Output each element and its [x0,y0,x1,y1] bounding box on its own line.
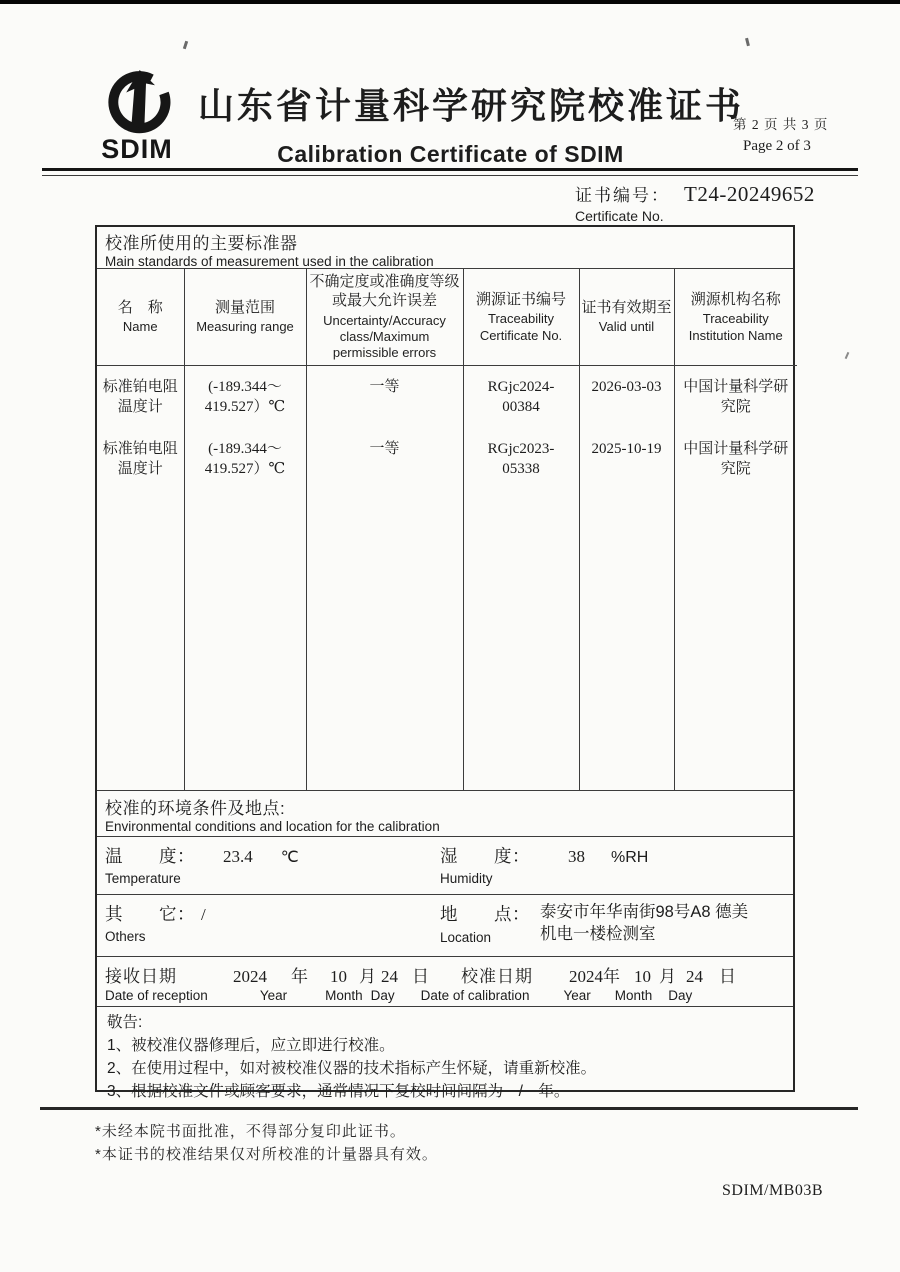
notice-title: 敬告: [107,1014,143,1031]
col-header-traceability-no [463,269,579,365]
calibration-label-cn: 校准日期 [461,967,533,986]
standards-section-header [97,227,793,269]
cell-traceability-no [463,365,579,790]
footnotes [95,1120,438,1167]
location-value: 泰安市年华南街98号A8 德美机电一楼检测室 [540,903,749,944]
scan-artifact [745,38,750,46]
dates-row [97,957,793,1007]
location-group [440,901,752,945]
header-rule-thin [42,175,858,176]
main-table [95,225,795,1100]
scan-artifact [183,41,188,50]
standards-title-en: Main standards of measurement used in the calibration [105,254,434,269]
col-header-name-cn: 名 称 [117,298,163,316]
page-number-block [733,113,863,155]
month-label-en: Month [614,988,653,1003]
col-header-valid-until [579,269,674,365]
reception-day: 24 [381,967,398,986]
notice-item-1: 1、被校准仪器修理后，应立即进行校准。 [107,1036,395,1054]
col-header-uncertainty [306,269,463,365]
page-number-cn: 第 2 页 共 3 页 [733,117,829,132]
logo-text: SDIM [101,134,173,164]
humidity-value: 38 [568,847,585,866]
others-label-en: Others [105,929,146,944]
certificate-number-label-cn: 证书编号： [575,186,670,205]
footer-rule [40,1107,858,1110]
cell-institution [674,365,797,790]
cell-valid-until [579,365,674,790]
cell-uncertainty [306,365,463,790]
year-char: 年 [603,967,620,986]
location-label-cn: 地 点： [440,904,530,924]
month-label-en: Month [325,988,363,1003]
certificate-number-block [575,181,815,224]
temperature-group [105,843,299,886]
col-header-traceability-no-cn: 溯源证书编号 [475,290,566,308]
others-location-row [97,895,793,957]
notice-block [97,1007,793,1104]
certificate-number-value: T24-20249652 [684,182,815,206]
standard-2-valid-until: 2025-10-19 [591,440,662,457]
col-header-uncertainty-en: Uncertainty/Accuracy class/Maximum permissible errors [323,312,446,361]
standard-2-cert-no: RGjc2023-05338 [487,440,555,477]
standard-2-name: 标准铂电阻温度计 [102,439,178,477]
title-chinese: 山东省计量科学研究院校准证书 [198,86,745,126]
environment-section-header [97,790,793,837]
notice-item-2: 2、在使用过程中，如对被校准仪器的技术指标产生怀疑，请重新校准。 [107,1059,597,1077]
reception-month: 10 [330,967,347,986]
col-header-traceability-no-en: Traceability Certificate No. [479,311,563,343]
standard-1-institution: 中国计量科学研究院 [683,377,789,415]
footnote-1: *未经本院书面批准，不得部分复印此证书。 [95,1123,406,1140]
title-english: Calibration Certificate of SDIM [277,141,624,167]
col-header-name [97,269,184,365]
month-char: 月 [359,967,376,986]
year-label-en: Year [563,988,591,1003]
location-label-en: Location [440,929,492,945]
col-header-range-cn: 测量范围 [214,298,275,316]
year-label-en: Year [259,988,288,1003]
col-header-range-en: Measuring range [196,319,294,335]
others-value: / [201,905,206,924]
header-rule-thick [42,168,858,171]
temperature-label-en: Temperature [105,871,181,886]
certificate-number-label-en: Certificate No. [575,208,664,224]
month-char: 月 [659,967,676,986]
col-header-valid-until-cn: 证书有效期至 [581,298,672,316]
standard-2-institution: 中国计量科学研究院 [683,439,789,477]
standard-1-valid-until: 2026-03-03 [591,378,662,395]
others-label-cn: 其 它： [105,904,195,924]
form-code: SDIM/MB03B [722,1182,824,1199]
reception-label-en: Date of reception [105,988,208,1003]
col-header-institution-en: Traceability Institution Name [688,311,783,343]
standard-1-class: 一等 [369,377,400,395]
footnote-2: *本证书的校准结果仅对所校准的计量器具有效。 [95,1146,438,1164]
cell-name [97,365,184,790]
sdim-logo [78,70,196,165]
col-header-institution-cn: 溯源机构名称 [690,290,781,308]
notice-item-3: 3、根据校准文件或顾客要求，通常情况下复校时间间隔为 / 年。 [107,1082,570,1100]
humidity-label-en: Humidity [440,871,493,886]
humidity-unit: %RH [611,849,649,866]
cell-range [184,365,306,790]
calibration-year: 2024 [569,967,603,986]
calibration-label-en: Date of calibration [420,988,530,1003]
standards-table [97,269,797,790]
standard-2-range: (-189.344～419.527）℃ [204,440,286,477]
temperature-humidity-row [97,837,793,895]
day-char: 日 [412,967,429,986]
environment-title-en: Environmental conditions and location for the calibration [105,819,440,834]
humidity-group [440,843,648,886]
temperature-label-cn: 温 度： [105,846,195,866]
humidity-label-cn: 湿 度： [440,846,530,866]
standard-1-range: (-189.344～419.527）℃ [204,378,286,415]
title-block [198,78,745,168]
day-label-en: Day [370,988,395,1003]
col-header-uncertainty-cn: 不确定度或准确度等级或最大允许误差 [309,272,460,310]
standards-header-row [97,269,797,365]
day-char: 日 [719,967,736,986]
standard-1-cert-no: RGjc2024-00384 [487,378,555,415]
standard-2-class: 一等 [369,439,400,457]
standard-1-name: 标准铂电阻温度计 [102,377,178,415]
col-header-name-en: Name [122,319,158,335]
col-header-range [184,269,306,365]
scan-edge-bar [0,0,900,4]
col-header-institution [674,269,797,365]
environment-title-cn: 校准的环境条件及地点: [105,799,286,818]
dates-values-line [97,957,793,987]
others-group [105,901,206,944]
reception-label-cn: 接收日期 [105,967,177,986]
temperature-value: 23.4 [223,847,253,866]
calibration-month: 10 [634,967,651,986]
dates-labels-line [97,987,793,1003]
page-number-en: Page 2 of 3 [743,138,811,154]
year-char: 年 [291,967,308,986]
standards-title-cn: 校准所使用的主要标准器 [105,234,298,253]
reception-year: 2024 [233,967,267,986]
calibration-day: 24 [686,967,703,986]
sdim-emblem-icon [91,70,183,142]
standards-body [97,365,797,790]
day-label-en: Day [668,988,693,1003]
col-header-valid-until-en: Valid until [598,319,655,335]
scan-artifact [845,352,850,359]
temperature-unit: ℃ [280,849,299,866]
